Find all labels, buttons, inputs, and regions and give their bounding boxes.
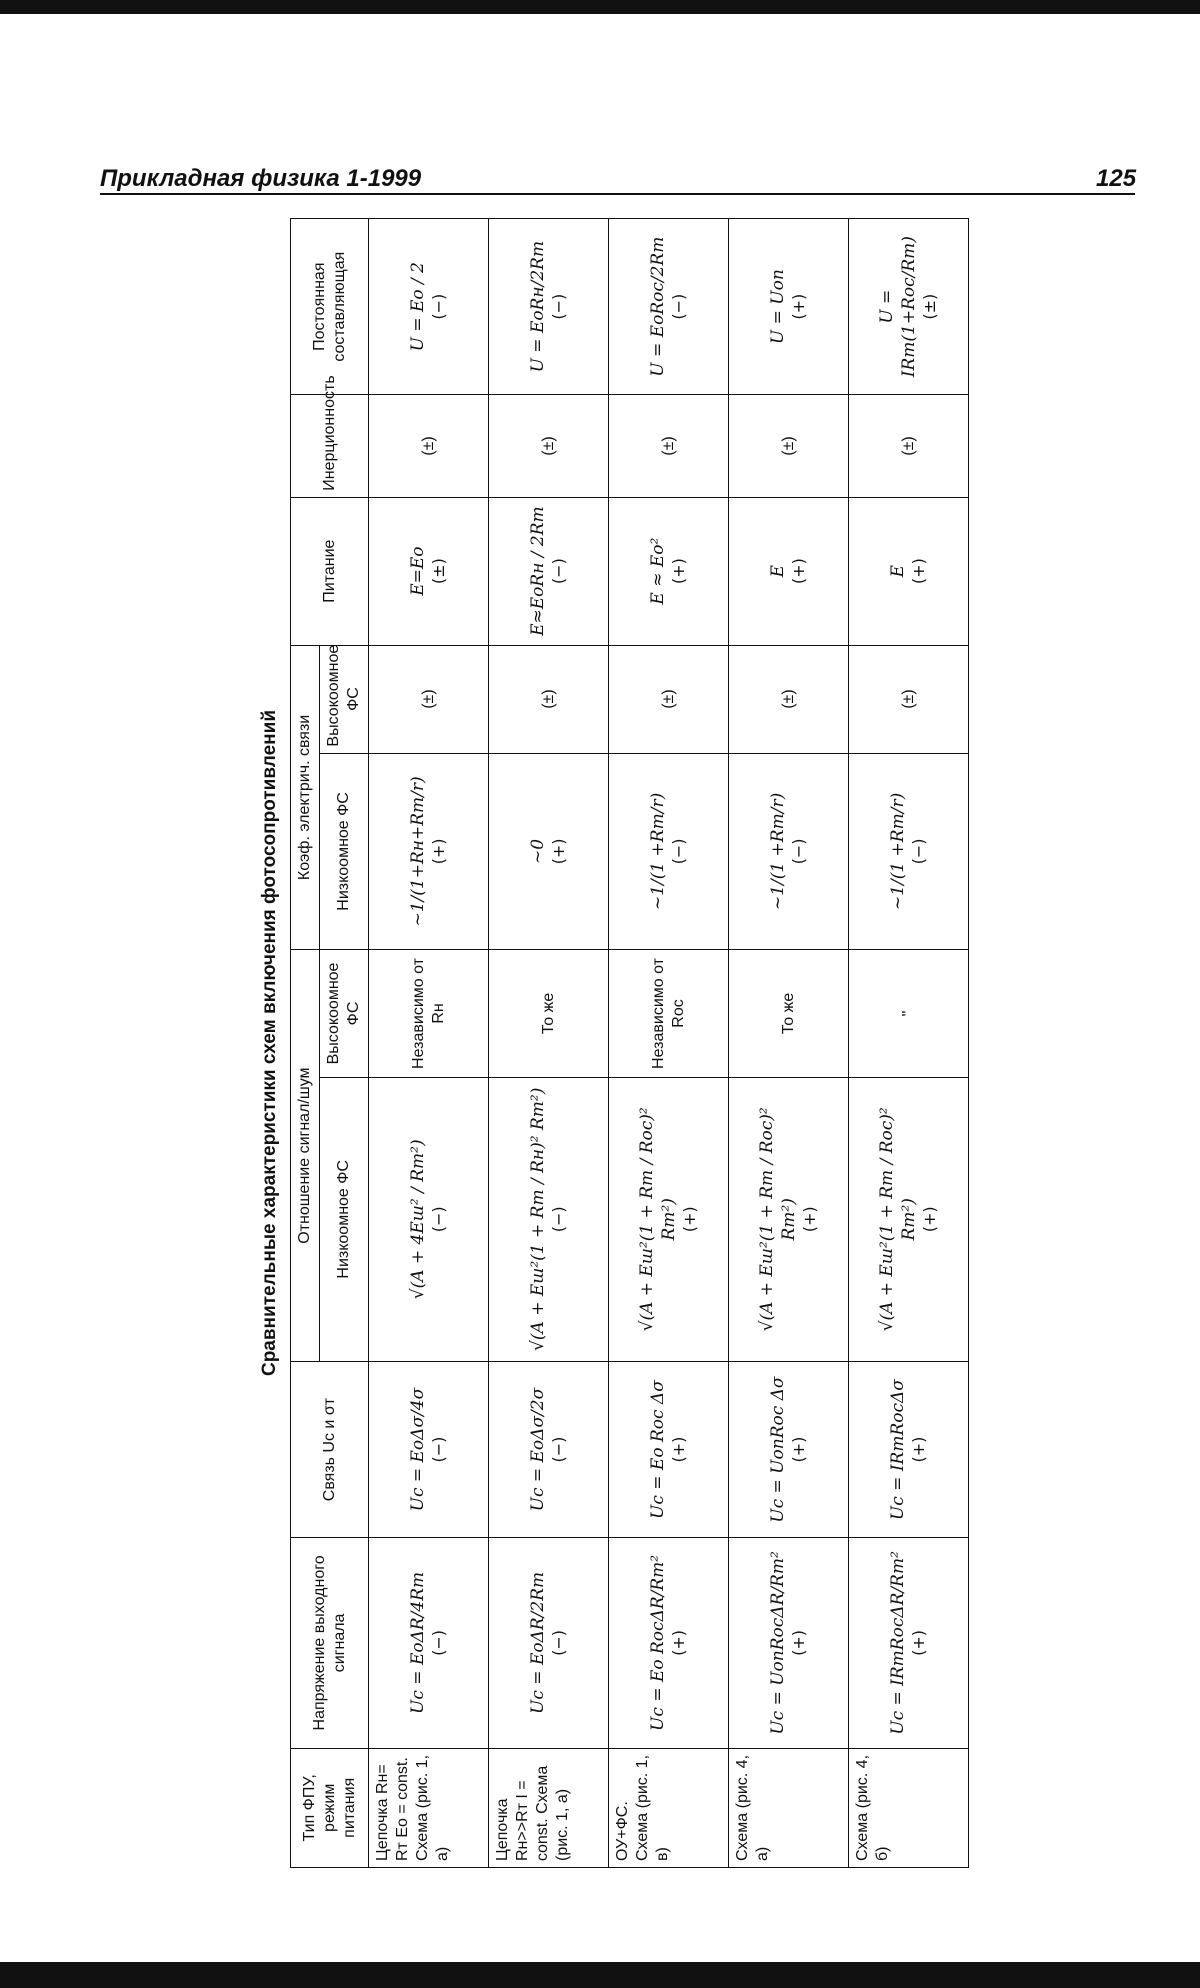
rotated-table-block (250, 218, 939, 1868)
col-header-coupling-low: Низкоомное ФС (320, 753, 369, 950)
table-row (729, 219, 849, 1868)
cell-inertia: (±) (849, 395, 969, 497)
col-header-coupling: Коэф. электрич. связи (291, 645, 320, 950)
coupling-low-formula: ~0 (527, 838, 548, 864)
snr-high-text: " (899, 1010, 917, 1017)
snr-high-text: То же (779, 992, 797, 1035)
cell-snr-low (609, 1077, 729, 1361)
voltage-formula: Uc = Eo RocΔR/Rт² (647, 1554, 668, 1731)
coupling-low-sign: (−) (909, 838, 929, 865)
cell-dc (849, 219, 969, 395)
cell-coupling-high: (±) (849, 645, 969, 753)
snr-low-formula: √(A + Eш²(1 + Rт / Rн)² Rт²) (527, 1087, 548, 1351)
cell-voltage (609, 1538, 729, 1748)
cell-dc (609, 219, 729, 395)
power-formula: E (767, 564, 788, 578)
col-header-type: Тип ФПУ, режим питания (291, 1748, 369, 1867)
power-formula: E ≈ Eo² (647, 537, 668, 605)
cell-coupling-low (849, 753, 969, 950)
table-row (489, 219, 609, 1868)
voltage-sign: (+) (789, 1629, 809, 1656)
col-header-snr: Отношение сигнал/шум (291, 950, 320, 1362)
col-header-coupling-high: Высокоомное ФС (320, 645, 369, 753)
cell-type: ОУ+ФС. Схема (рис. 1, в) (609, 1748, 729, 1867)
cell-snr-low (849, 1077, 969, 1361)
cell-power (489, 497, 609, 645)
coupling-low-sign: (+) (549, 838, 569, 865)
voltage-formula: Uc = EoΔR/2Rт (527, 1571, 548, 1714)
col-header-dc: Постоянная составляющая (291, 219, 369, 395)
table-row (849, 219, 969, 1868)
snr-high-text: То же (539, 992, 557, 1035)
cell-relation (849, 1361, 969, 1537)
cell-snr-high (729, 950, 849, 1077)
cell-power (609, 497, 729, 645)
coupling-low-formula: ~1/(1+Rн+Rт/r) (407, 776, 428, 927)
cell-voltage (729, 1538, 849, 1748)
voltage-formula: Uc = UопRocΔR/Rт² (767, 1551, 788, 1735)
dc-formula: U = IRт(1+Roc/Rт) (877, 236, 919, 378)
snr-low-sign: (+) (919, 1206, 939, 1233)
cell-coupling-low (729, 753, 849, 950)
snr-low-sign: (+) (799, 1206, 819, 1233)
voltage-sign: (−) (549, 1629, 569, 1656)
cell-voltage (849, 1538, 969, 1748)
cell-relation (489, 1361, 609, 1537)
relation-sign: (+) (669, 1436, 689, 1463)
cell-type: Схема (рис. 4, б) (849, 1748, 969, 1867)
cell-snr-high (849, 950, 969, 1077)
cell-dc (369, 219, 489, 395)
dc-formula: U = Eo / 2 (407, 262, 428, 352)
coupling-low-formula: ~1/(1 +Rт/r) (647, 792, 668, 911)
cell-inertia: (±) (369, 395, 489, 497)
col-header-power: Питание (291, 497, 369, 645)
power-sign: (+) (909, 558, 929, 585)
snr-low-formula: √(A + Eш²(1 + Rт / Roc)² Rт²) (757, 1107, 799, 1332)
cell-coupling-high: (±) (369, 645, 489, 753)
col-header-snr-high: Высокоомное ФС (320, 950, 369, 1077)
coupling-low-sign: (−) (669, 838, 689, 865)
relation-sign: (+) (789, 1436, 809, 1463)
cell-voltage (489, 1538, 609, 1748)
cell-type: Цепочка Rн>>Rт I = const. Схема (рис. 1, а) (489, 1748, 609, 1867)
dc-sign: (−) (669, 293, 689, 320)
table-caption: Сравнительные характеристики схем включения фотосопротивлений (259, 710, 280, 1377)
power-sign: (+) (669, 558, 689, 585)
coupling-low-sign: (+) (429, 838, 449, 865)
relation-sign: (−) (429, 1436, 449, 1463)
table-row (369, 219, 489, 1868)
cell-coupling-high: (±) (729, 645, 849, 753)
cell-coupling-low (369, 753, 489, 950)
power-formula: E (887, 564, 908, 578)
cell-dc (489, 219, 609, 395)
relation-formula: Uc = UопRoc Δσ (767, 1376, 788, 1523)
snr-low-formula: √(A + Eш²(1 + Rт / Roc)² Rт²) (877, 1107, 919, 1332)
snr-low-formula: √(A + 4Eш² / Rт²) (407, 1139, 428, 1300)
scan-top-border (0, 0, 1200, 14)
scan-bottom-border (0, 1962, 1200, 1988)
relation-formula: Uc = EoΔσ/4σ (407, 1387, 428, 1512)
cell-snr-high (609, 950, 729, 1077)
voltage-formula: Uc = EoΔR/4Rт (407, 1571, 428, 1714)
header-rule (100, 193, 1135, 195)
snr-low-sign: (−) (429, 1206, 449, 1233)
col-header-inertia: Инерционность (291, 395, 369, 497)
dc-sign: (+) (789, 293, 809, 320)
col-header-voltage: Напряжение выходного сигнала (291, 1538, 369, 1748)
dc-sign: (−) (549, 293, 569, 320)
table-row (609, 219, 729, 1868)
cell-relation (369, 1361, 489, 1537)
relation-sign: (−) (549, 1436, 569, 1463)
coupling-low-formula: ~1/(1 +Rт/r) (767, 792, 788, 911)
cell-coupling-high: (±) (609, 645, 729, 753)
power-formula: E≈EoRн / 2Rт (527, 506, 548, 636)
snr-low-sign: (+) (679, 1206, 699, 1233)
cell-inertia: (±) (729, 395, 849, 497)
cell-snr-high (489, 950, 609, 1077)
cell-dc (729, 219, 849, 395)
dc-formula: U = Uоп (767, 269, 788, 345)
coupling-low-formula: ~1/(1 +Rт/r) (887, 792, 908, 911)
cell-snr-high (369, 950, 489, 1077)
cell-snr-low (489, 1077, 609, 1361)
cell-power (849, 497, 969, 645)
relation-formula: Uc = EoΔσ/2σ (527, 1387, 548, 1512)
dc-sign: (−) (429, 293, 449, 320)
voltage-sign: (+) (669, 1629, 689, 1656)
snr-low-formula: √(A + Eш²(1 + Rт / Roc)² Rт²) (637, 1107, 679, 1332)
cell-type: Цепочка Rн= Rт Eo = const. Схема (рис. 1, а) (369, 1748, 489, 1867)
cell-snr-low (369, 1077, 489, 1361)
characteristics-table (290, 218, 969, 1868)
relation-formula: Uc = Eo Roc Δσ (647, 1380, 668, 1519)
cell-coupling-low (609, 753, 729, 950)
cell-voltage (369, 1538, 489, 1748)
snr-high-text: Независимо от Rн (409, 958, 447, 1069)
power-sign: (−) (549, 558, 569, 585)
cell-inertia: (±) (489, 395, 609, 497)
dc-sign: (±) (919, 293, 939, 320)
cell-power (729, 497, 849, 645)
dc-formula: U = EoRoc/2Rт (647, 236, 668, 377)
journal-title: Прикладная физика 1-1999 (100, 165, 422, 192)
cell-power (369, 497, 489, 645)
cell-relation (609, 1361, 729, 1537)
cell-coupling-low (489, 753, 609, 950)
snr-high-text: Независимо от Roc (649, 958, 687, 1069)
voltage-sign: (+) (909, 1629, 929, 1656)
relation-formula: Uc = IRтRocΔσ (887, 1379, 908, 1521)
cell-inertia: (±) (609, 395, 729, 497)
voltage-sign: (−) (429, 1629, 449, 1656)
power-sign: (±) (429, 558, 449, 585)
cell-coupling-high: (±) (489, 645, 609, 753)
col-header-relation: Связь Uc и σт (291, 1361, 369, 1537)
col-header-snr-low: Низкоомное ФС (320, 1077, 369, 1361)
cell-relation (729, 1361, 849, 1537)
coupling-low-sign: (−) (789, 838, 809, 865)
power-sign: (+) (789, 558, 809, 585)
cell-type: Схема (рис. 4, а) (729, 1748, 849, 1867)
snr-low-sign: (−) (549, 1206, 569, 1233)
power-formula: E=Eo (407, 546, 428, 596)
dc-formula: U = EoRн/2Rт (527, 240, 548, 373)
voltage-formula: Uc = IRтRocΔR/Rт² (887, 1551, 908, 1735)
page-number: 125 (1096, 165, 1137, 192)
cell-snr-low (729, 1077, 849, 1361)
relation-sign: (+) (909, 1436, 929, 1463)
